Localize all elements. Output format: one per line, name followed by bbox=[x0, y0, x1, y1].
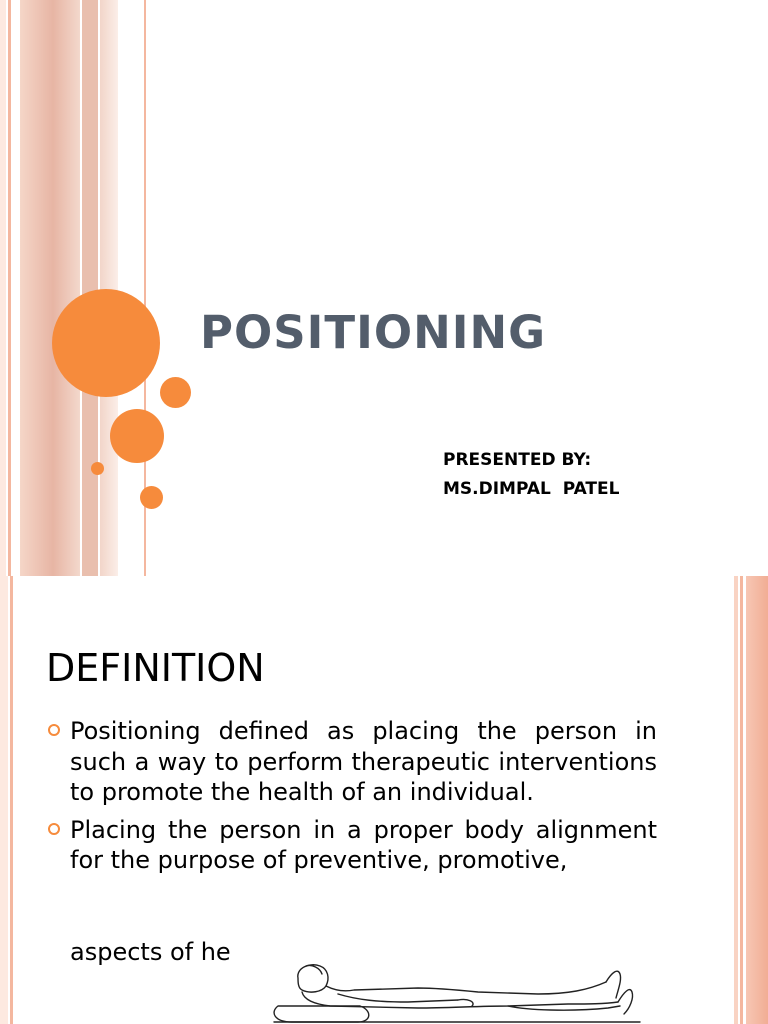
decorative-stripe bbox=[0, 0, 6, 576]
decorative-stripe bbox=[10, 576, 13, 1024]
bullet-list bbox=[48, 716, 657, 883]
decorative-circle bbox=[91, 462, 104, 475]
decorative-stripe bbox=[0, 576, 8, 1024]
decorative-stripe bbox=[82, 0, 98, 576]
decorative-stripe bbox=[740, 576, 743, 1024]
presenter-name: MS.DIMPAL PATEL bbox=[443, 479, 620, 499]
decorative-circle bbox=[110, 409, 164, 463]
presenter-block bbox=[443, 446, 619, 504]
decorative-stripe bbox=[734, 576, 738, 1024]
bullet-item bbox=[48, 815, 657, 876]
supine-position-illustration bbox=[268, 960, 648, 1024]
hollow-circle-bullet-icon bbox=[48, 823, 60, 835]
definition-slide bbox=[0, 576, 768, 1024]
slide-title: POSITIONING bbox=[200, 306, 547, 359]
decorative-circle bbox=[140, 486, 163, 509]
decorative-circle-large bbox=[52, 289, 160, 397]
hollow-circle-bullet-icon bbox=[48, 724, 60, 736]
decorative-stripe bbox=[100, 0, 118, 576]
decorative-circle bbox=[160, 377, 191, 408]
decorative-stripe bbox=[20, 0, 80, 576]
slide-title: DEFINITION bbox=[46, 646, 265, 690]
bullet-text-fragment: aspects of he bbox=[70, 938, 231, 966]
presenter-label: PRESENTED BY: bbox=[443, 450, 592, 470]
bullet-item bbox=[48, 716, 657, 808]
bullet-text: Positioning defined as placing the person in such a way to perform therapeutic interventions to promote the health of an individual. bbox=[70, 717, 657, 806]
bullet-text: Placing the person in a proper body alignment for the purpose of preventive, promotive, bbox=[70, 815, 657, 874]
decorative-stripe bbox=[746, 576, 768, 1024]
decorative-stripe bbox=[8, 0, 11, 576]
